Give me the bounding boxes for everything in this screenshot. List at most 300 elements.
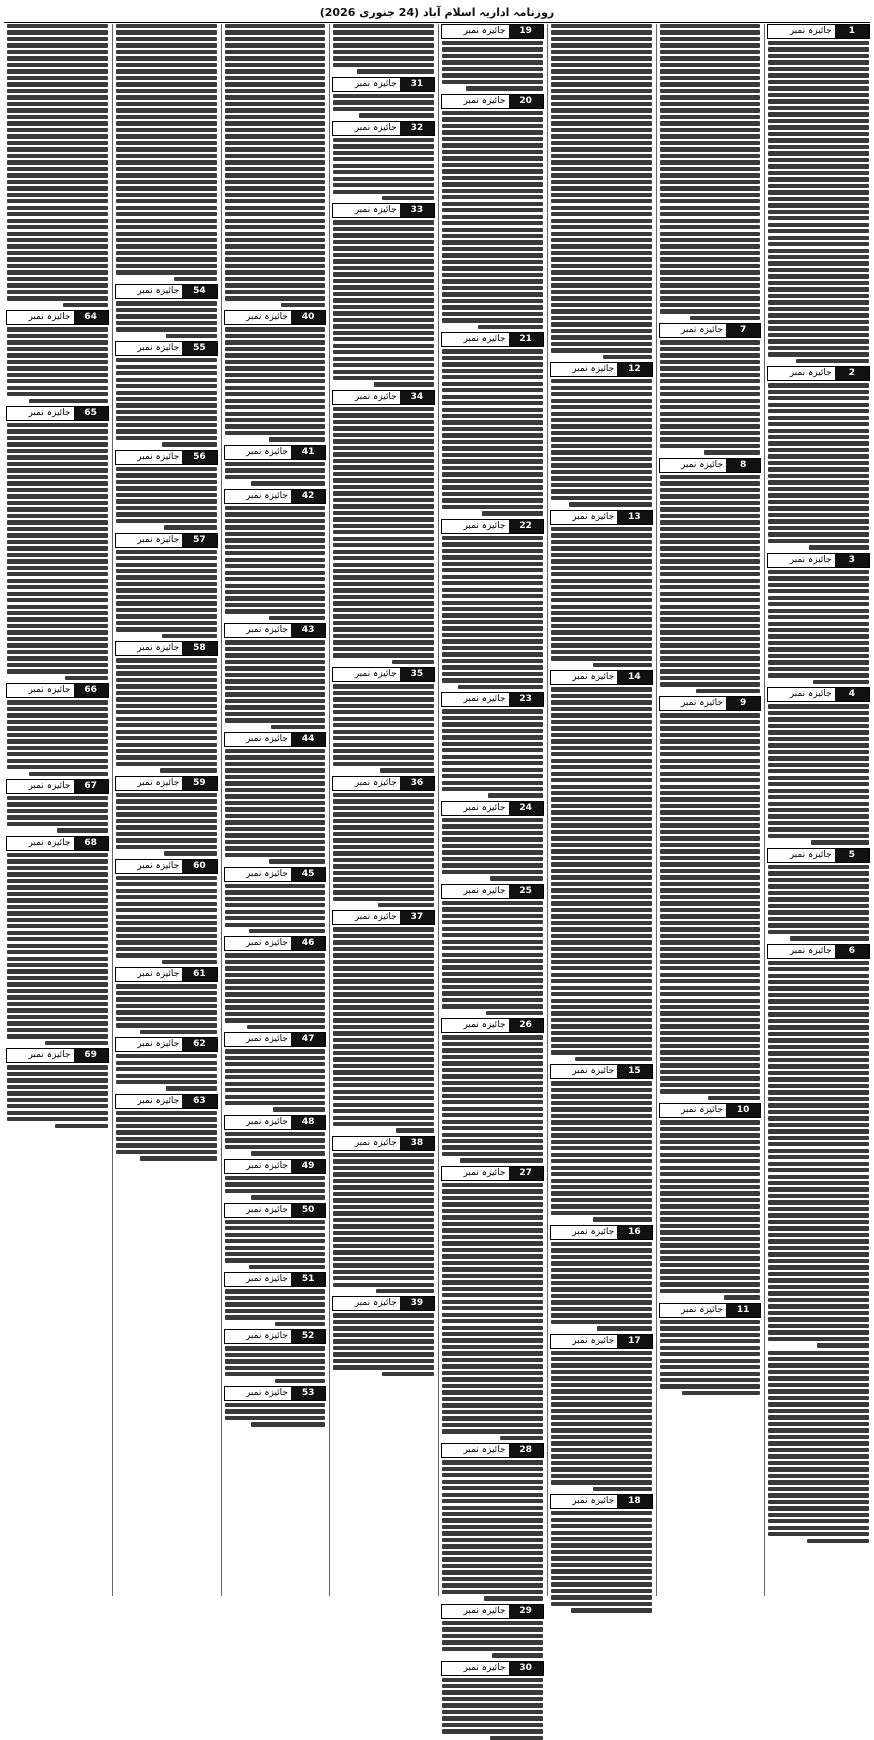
text-line [333, 762, 434, 766]
text-line [333, 30, 434, 34]
text-line [768, 1168, 869, 1172]
text-line [660, 1050, 761, 1054]
text-line [660, 617, 761, 621]
text-line [7, 892, 108, 896]
text-line [442, 247, 543, 251]
item-text-lines [659, 713, 762, 1100]
text-line [768, 647, 869, 651]
text-line [442, 130, 543, 134]
item-number: 23 [509, 693, 543, 706]
text-line [333, 285, 434, 289]
text-line [116, 1004, 217, 1008]
text-line [660, 167, 761, 171]
item-label: جائیزہ نمبر [660, 697, 727, 710]
text-line [7, 866, 108, 870]
text-line [768, 1370, 869, 1374]
item-text-lines [767, 704, 870, 845]
item-header-bar [224, 936, 327, 951]
text-line [442, 1306, 543, 1310]
text-line [333, 1083, 434, 1087]
item-header-bar [767, 24, 870, 39]
item-header-bar [224, 489, 327, 504]
text-line [7, 327, 108, 331]
text-line [768, 1265, 869, 1269]
text-line [225, 801, 326, 805]
text-line [660, 579, 761, 583]
text-line [225, 30, 326, 34]
text-line [116, 238, 217, 242]
text-line [333, 151, 434, 155]
text-line [768, 904, 869, 908]
item-text-lines [115, 1054, 218, 1091]
text-line [660, 108, 761, 112]
text-line [7, 296, 108, 300]
text-line [225, 551, 326, 555]
text-line [442, 1678, 543, 1682]
text-line [225, 238, 326, 242]
item-text-lines [332, 1313, 435, 1376]
text-line [7, 546, 108, 550]
text-line [768, 287, 869, 291]
text-line [116, 940, 217, 944]
text-line [442, 1035, 543, 1039]
text-line [225, 564, 326, 568]
item-label: جائیزہ نمبر [7, 780, 74, 793]
text-line [333, 511, 434, 515]
text-line [768, 313, 869, 317]
text-line [768, 339, 869, 343]
text-line [660, 1352, 761, 1356]
text-line [442, 626, 543, 630]
text-line [442, 312, 543, 316]
text-line [551, 656, 652, 660]
text-line [660, 251, 761, 255]
text-line [333, 363, 434, 367]
text-line [442, 946, 543, 950]
text-line [551, 823, 652, 827]
text-line [660, 424, 761, 428]
item-label: جائیزہ نمبر [442, 95, 509, 108]
text-line [551, 437, 652, 441]
text-line [593, 1217, 651, 1221]
text-line [225, 225, 326, 229]
text-line [442, 920, 543, 924]
text-line [7, 617, 108, 621]
text-line [7, 277, 108, 281]
text-line [333, 743, 434, 747]
item-header-bar [659, 1103, 762, 1118]
text-line [442, 1235, 543, 1239]
text-line [333, 704, 434, 708]
item-header-bar [224, 732, 327, 747]
text-line [768, 300, 869, 304]
text-line [442, 1647, 543, 1651]
text-line [225, 571, 326, 575]
text-line [551, 643, 652, 647]
text-line [768, 795, 869, 799]
text-line [660, 405, 761, 409]
item-label: جائیزہ نمبر [660, 324, 727, 337]
text-line [660, 180, 761, 184]
text-line [225, 718, 326, 722]
text-line [333, 177, 434, 181]
text-line [7, 796, 108, 800]
text-line [768, 145, 869, 149]
text-line [116, 391, 217, 395]
text-line [768, 1500, 869, 1504]
text-line [660, 637, 761, 641]
text-line [768, 1084, 869, 1088]
text-line [7, 643, 108, 647]
item-label: جائیزہ نمبر [551, 1335, 618, 1348]
text-line [768, 717, 869, 721]
text-line [660, 366, 761, 370]
text-line [7, 232, 108, 236]
text-line [551, 1595, 652, 1599]
text-line [768, 1025, 869, 1029]
text-line [660, 147, 761, 151]
text-line [225, 1252, 326, 1256]
text-line [225, 95, 326, 99]
text-line [7, 147, 108, 151]
text-line [768, 1278, 869, 1282]
text-line [7, 50, 108, 54]
item-number: 2 [835, 367, 869, 380]
text-line [660, 914, 761, 918]
text-line [442, 1416, 543, 1420]
text-line [660, 1005, 761, 1009]
text-line [660, 340, 761, 344]
text-line [442, 67, 543, 71]
item-text-lines [6, 853, 109, 1045]
text-line [442, 286, 543, 290]
text-line [225, 327, 326, 331]
text-line [442, 1081, 543, 1085]
text-line [551, 1370, 652, 1374]
text-line [7, 141, 108, 145]
news-item [441, 94, 544, 329]
text-line [551, 1153, 652, 1157]
text-line [333, 157, 434, 161]
text-line [551, 1313, 652, 1317]
text-line [768, 216, 869, 220]
text-line [333, 413, 434, 417]
text-line [442, 542, 543, 546]
news-item [224, 936, 327, 1029]
text-line [551, 733, 652, 737]
text-line [116, 723, 217, 727]
item-number: 53 [291, 1387, 325, 1400]
news-item [115, 1037, 218, 1091]
text-line [225, 506, 326, 510]
text-line [768, 743, 869, 747]
text-line [225, 923, 326, 927]
text-line [660, 121, 761, 125]
item-label: جائیزہ نمبر [551, 1065, 618, 1078]
text-line [768, 539, 869, 543]
text-line [442, 601, 543, 605]
text-line [225, 755, 326, 759]
item-text-lines [550, 687, 653, 1061]
text-line [116, 244, 217, 248]
text-line [116, 717, 217, 721]
text-line [768, 763, 869, 767]
text-line [551, 342, 652, 346]
text-line [768, 615, 869, 619]
text-line [768, 711, 869, 715]
text-line [225, 1049, 326, 1053]
text-line [225, 283, 326, 287]
text-line [7, 186, 108, 190]
text-line [333, 107, 434, 111]
text-line [116, 1010, 217, 1014]
text-line [551, 579, 652, 583]
text-line [116, 934, 217, 938]
text-line [551, 1281, 652, 1285]
item-number: 33 [400, 204, 434, 217]
item-text-lines [115, 658, 218, 773]
text-line [768, 396, 869, 400]
item-label: جائیزہ نمبر [442, 802, 509, 815]
text-line [442, 768, 543, 772]
text-line [376, 1289, 434, 1293]
text-line [116, 308, 217, 312]
news-item [332, 390, 435, 664]
text-line [442, 1506, 543, 1510]
text-line [116, 82, 217, 86]
text-line [116, 1080, 217, 1084]
text-line [7, 514, 108, 518]
text-line [333, 298, 434, 302]
text-line [660, 199, 761, 203]
text-line [768, 54, 869, 58]
text-line [660, 650, 761, 654]
text-line [551, 546, 652, 550]
text-line [225, 827, 326, 831]
text-line [551, 50, 652, 54]
text-line [660, 373, 761, 377]
text-line [116, 997, 217, 1001]
text-line [333, 1172, 434, 1176]
text-line [551, 598, 652, 602]
item-number: 27 [509, 1167, 543, 1180]
text-line [7, 559, 108, 563]
item-label: جائیزہ نمبر [225, 733, 292, 746]
text-line [768, 776, 869, 780]
item-header-bar [115, 341, 218, 356]
news-item [6, 1048, 109, 1128]
text-line [660, 992, 761, 996]
item-number: 37 [400, 911, 434, 924]
item-label: جائیزہ نمبر [225, 1204, 292, 1217]
text-column-5 [329, 24, 435, 1596]
item-text-lines [115, 467, 218, 530]
text-line [333, 517, 434, 521]
text-line [660, 520, 761, 524]
text-line [660, 76, 761, 80]
text-line [768, 1116, 869, 1120]
text-line [225, 353, 326, 357]
item-text-lines [441, 709, 544, 798]
text-line [442, 1338, 543, 1342]
text-line [333, 749, 434, 753]
text-line [768, 249, 869, 253]
text-line [442, 305, 543, 309]
text-line [225, 232, 326, 236]
text-line [7, 340, 108, 344]
text-line [442, 787, 543, 791]
text-line [490, 1736, 542, 1740]
text-line [768, 1396, 869, 1400]
text-line [551, 992, 652, 996]
text-line [333, 960, 434, 964]
text-line [551, 914, 652, 918]
text-line [704, 450, 760, 454]
text-line [7, 765, 108, 769]
text-line [660, 540, 761, 544]
text-line [333, 233, 434, 237]
text-line [660, 921, 761, 925]
text-line [442, 1152, 543, 1156]
text-line [333, 240, 434, 244]
text-line [768, 808, 869, 812]
text-line [174, 277, 216, 281]
item-text-lines [332, 684, 435, 773]
text-line [116, 845, 217, 849]
text-line [225, 590, 326, 594]
text-line [442, 1544, 543, 1548]
text-line [7, 1072, 108, 1076]
text-line [768, 274, 869, 278]
item-number: 67 [74, 780, 108, 793]
text-line [7, 43, 108, 47]
text-line [660, 296, 761, 300]
text-line [442, 124, 543, 128]
text-line [442, 1068, 543, 1072]
text-line [551, 37, 652, 41]
item-text-lines [659, 340, 762, 455]
text-line [551, 1422, 652, 1426]
text-line [551, 1255, 652, 1259]
text-line [660, 186, 761, 190]
text-line [225, 1075, 326, 1079]
item-header-bar [767, 848, 870, 863]
text-line [551, 617, 652, 621]
text-line [7, 160, 108, 164]
text-line [551, 700, 652, 704]
text-line [116, 95, 217, 99]
text-line [660, 488, 761, 492]
text-line [660, 1037, 761, 1041]
text-line [225, 596, 326, 600]
text-line [333, 953, 434, 957]
text-line [660, 810, 761, 814]
text-line [333, 170, 434, 174]
item-label: جائیزہ نمبر [225, 1273, 292, 1286]
item-header-bar [224, 445, 327, 460]
text-line [116, 902, 217, 906]
text-line [551, 264, 652, 268]
text-line [7, 290, 108, 294]
text-line [551, 843, 652, 847]
item-text-lines [441, 1035, 544, 1163]
text-line [768, 814, 869, 818]
text-line [768, 403, 869, 407]
item-label: جائیزہ نمبر [116, 968, 183, 981]
text-line [164, 525, 216, 529]
text-line [333, 736, 434, 740]
text-line [660, 386, 761, 390]
text-line [442, 998, 543, 1002]
text-line [813, 680, 869, 684]
text-line [768, 570, 869, 574]
text-line [442, 1351, 543, 1355]
text-line [569, 502, 652, 506]
text-line [225, 277, 326, 281]
text-line [551, 1287, 652, 1291]
text-line [225, 1403, 326, 1407]
text-line [660, 1120, 761, 1124]
text-line [551, 1031, 652, 1035]
text-line [116, 519, 217, 523]
text-line [551, 960, 652, 964]
text-line [225, 219, 326, 223]
item-label: جائیزہ نمبر [442, 1167, 509, 1180]
text-line [7, 1065, 108, 1069]
item-label: جائیزہ نمبر [333, 1297, 400, 1310]
text-line [116, 743, 217, 747]
text-line [551, 687, 652, 691]
text-line [7, 76, 108, 80]
text-line [225, 257, 326, 261]
item-text-lines [332, 138, 435, 201]
text-line [116, 493, 217, 497]
item-number: 38 [400, 1137, 434, 1150]
text-line [660, 836, 761, 840]
text-line [333, 1365, 434, 1369]
item-text-lines [115, 24, 218, 281]
text-line [442, 818, 543, 822]
text-line [660, 934, 761, 938]
text-line [768, 737, 869, 741]
text-line [551, 585, 652, 589]
item-text-lines [332, 407, 435, 664]
text-line [660, 1269, 761, 1273]
text-line [333, 1077, 434, 1081]
text-line [593, 663, 651, 667]
text-line [660, 611, 761, 615]
news-item [332, 910, 435, 1132]
text-line [225, 897, 326, 901]
text-line [768, 320, 869, 324]
item-header-bar [332, 390, 435, 405]
text-line [225, 160, 326, 164]
text-line [551, 296, 652, 300]
text-line [551, 1088, 652, 1092]
text-line [225, 666, 326, 670]
text-line [660, 418, 761, 422]
text-line [333, 864, 434, 868]
newspaper-page [4, 4, 870, 1596]
text-line [333, 370, 434, 374]
text-line [333, 710, 434, 714]
text-line [551, 251, 652, 255]
text-line [333, 1109, 434, 1113]
text-line [7, 969, 108, 973]
text-line [551, 797, 652, 801]
item-text-lines [659, 475, 762, 693]
text-line [442, 1196, 543, 1200]
